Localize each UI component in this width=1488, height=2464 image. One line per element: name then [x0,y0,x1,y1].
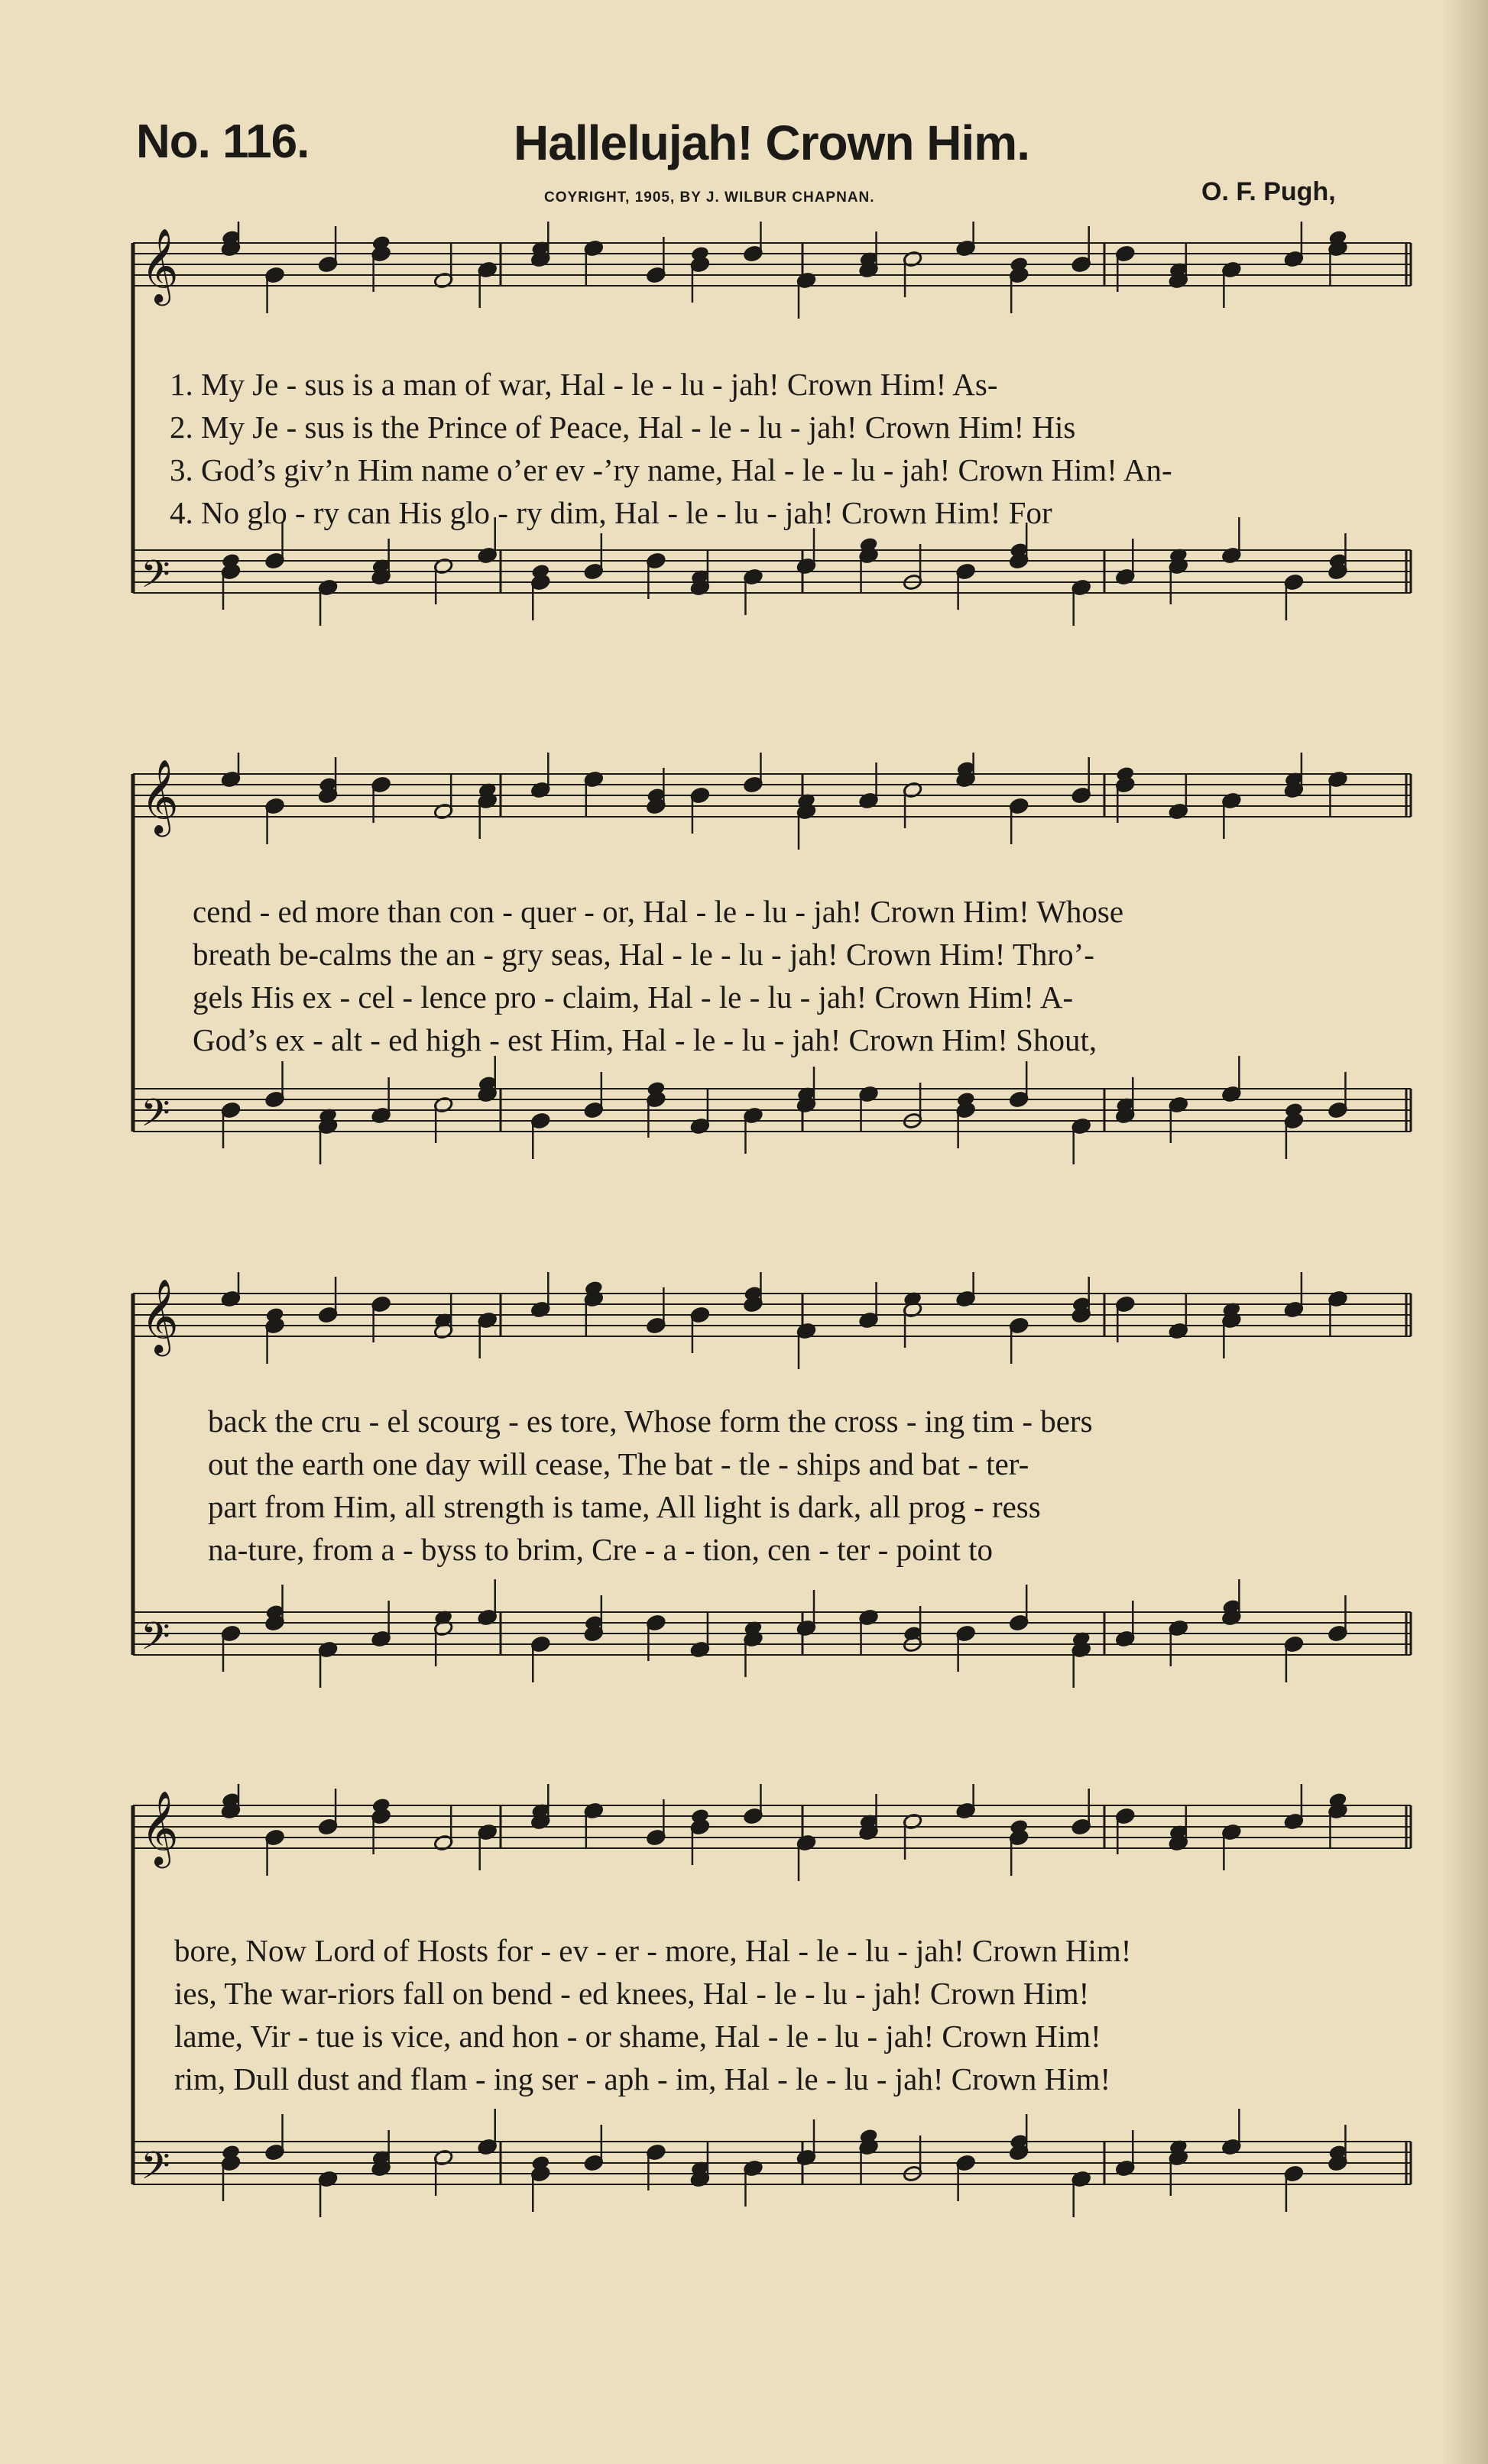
lyric-line-verse-3: lame, Vir - tue is vice, and hon - or shame, Hal - le - lu - jah! Crown Him! [174,2019,1101,2054]
lyric-line-verse-1: 1. My Je - sus is a man of war, Hal - le - lu - jah! Crown Him! As- [170,367,998,402]
lyric-line-verse-4: 4. No glo - ry can His glo - ry dim, Hal - le - lu - jah! Crown Him! For [170,495,1052,530]
lyric-line-verse-4: na-ture, from a - byss to brim, Cre - a - tion, cen - ter - point to [208,1532,993,1567]
lyric-line-verse-2: 2. My Je - sus is the Prince of Peace, Hal - le - lu - jah! Crown Him! His [170,410,1076,445]
copyright-notice: COYRIGHT, 1905, BY J. WILBUR CHAPNAN. [544,189,875,206]
lyric-line-verse-2: breath be-calms the an - gry seas, Hal - le - lu - jah! Crown Him! Thro’- [193,937,1094,972]
lyric-line-verse-4: rim, Dull dust and flam - ing ser - aph - im, Hal - le - lu - jah! Crown Him! [174,2061,1111,2097]
lyric-line-verse-4: God’s ex - alt - ed high - est Him, Hal - le - lu - jah! Crown Him! Shout, [193,1022,1097,1057]
hymn-number: No. 116. [136,115,310,168]
treble-clef-icon: 𝄞 [141,1278,179,1353]
treble-clef-icon: 𝄞 [141,759,179,834]
bass-clef-icon: 𝄢 [141,552,170,606]
treble-clef-icon: 𝄞 [141,1790,179,1865]
lyric-line-verse-3: gels His ex - cel - lence pro - claim, Hal - le - lu - jah! Crown Him! A- [193,979,1074,1015]
lyrics-system-4 [174,1929,1131,2100]
lyric-line-verse-3: 3. God’s giv’n Him name o’er ev -’ry name, Hal - le - lu - jah! Crown Him! An- [170,452,1172,487]
lyrics-system-3 [208,1400,1093,1571]
author-credit: O. F. Pugh, [1201,177,1336,206]
bass-clef-icon: 𝄢 [141,1614,170,1668]
lyric-line-verse-1: bore, Now Lord of Hosts for - ev - er - more, Hal - le - lu - jah! Crown Him! [174,1933,1132,1968]
lyric-line-verse-1: cend - ed more than con - quer - or, Hal - le - lu - jah! Crown Him! Whose [193,894,1124,929]
bass-clef-icon: 𝄢 [141,1091,170,1145]
lyric-line-verse-2: out the earth one day will cease, The bat - tle - ships and bat - ter- [208,1446,1029,1481]
lyric-line-verse-3: part from Him, all strength is tame, All light is dark, all prog - ress [208,1489,1041,1524]
bass-clef-icon: 𝄢 [141,2144,170,2197]
lyrics-system-1 [170,363,1172,534]
lyric-line-verse-1: back the cru - el scourg - es tore, Whose form the cross - ing tim - bers [208,1404,1093,1439]
lyrics-system-2 [193,890,1123,1061]
treble-clef-icon: 𝄞 [141,228,179,303]
lyric-line-verse-2: ies, The war-riors fall on bend - ed knees, Hal - le - lu - jah! Crown Him! [174,1976,1090,2011]
hymn-title: Hallelujah! Crown Him. [514,115,1029,170]
page-edge-shadow [1442,0,1488,2464]
